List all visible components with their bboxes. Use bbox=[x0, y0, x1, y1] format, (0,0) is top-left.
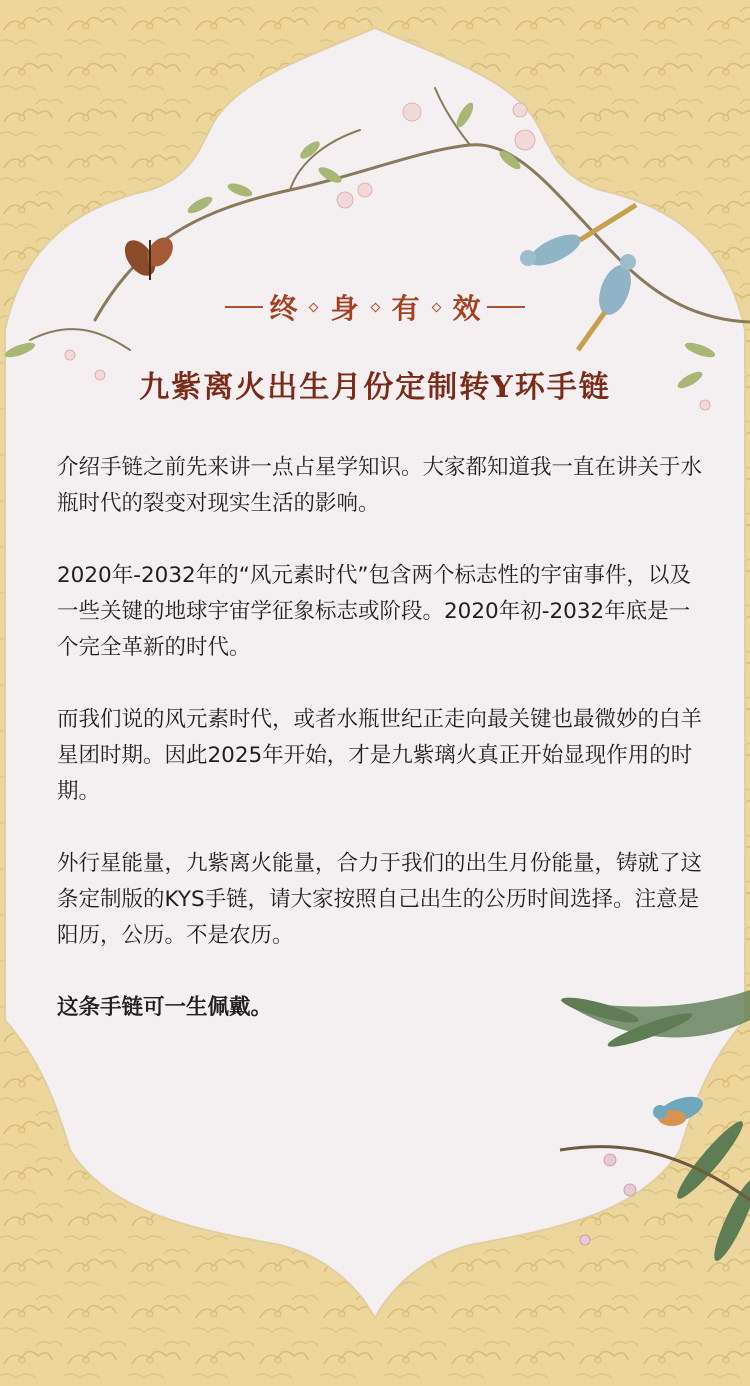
paragraph: 外行星能量，九紫离火能量，合力于我们的出生月份能量，铸就了这条定制版的KYS手链，请大家按照自己出生的公历时间选择。注意是阳历，公历。不是农历。 bbox=[57, 851, 703, 948]
badge-char: 终 bbox=[269, 292, 298, 325]
badge-char: 效 bbox=[452, 292, 481, 325]
diamond-separator-icon bbox=[309, 302, 319, 312]
paragraph: 2020年-2032年的“风元素时代”包含两个标志性的宇宙事件，以及一些关键的地球宇宙学征象标志或阶段。2020年初-2032年底是一个完全革新的时代。 bbox=[57, 563, 691, 660]
description-body bbox=[57, 450, 707, 1062]
diamond-separator-icon bbox=[431, 302, 441, 312]
badge-right-rule bbox=[487, 306, 525, 308]
diamond-separator-icon bbox=[370, 302, 380, 312]
paragraph: 而我们说的风元素时代，或者水瓶世纪正走向最关键也最微妙的白羊星团时期。因此2025年开始，才是九紫璃火真正开始显现作用的时期。 bbox=[57, 707, 703, 804]
badge-char: 有 bbox=[391, 292, 420, 325]
lifetime-validity-badge bbox=[0, 282, 750, 332]
closing-note: 这条手链可一生佩戴。 bbox=[57, 995, 273, 1020]
paragraph: 介绍手链之前先来讲一点占星学知识。大家都知道我一直在讲关于水瓶时代的裂变对现实生活的影响。 bbox=[57, 455, 703, 516]
badge-char: 身 bbox=[330, 292, 359, 325]
page-title: 九紫离火出生月份定制转Y环手链 bbox=[139, 370, 611, 405]
badge-left-rule bbox=[225, 306, 263, 308]
